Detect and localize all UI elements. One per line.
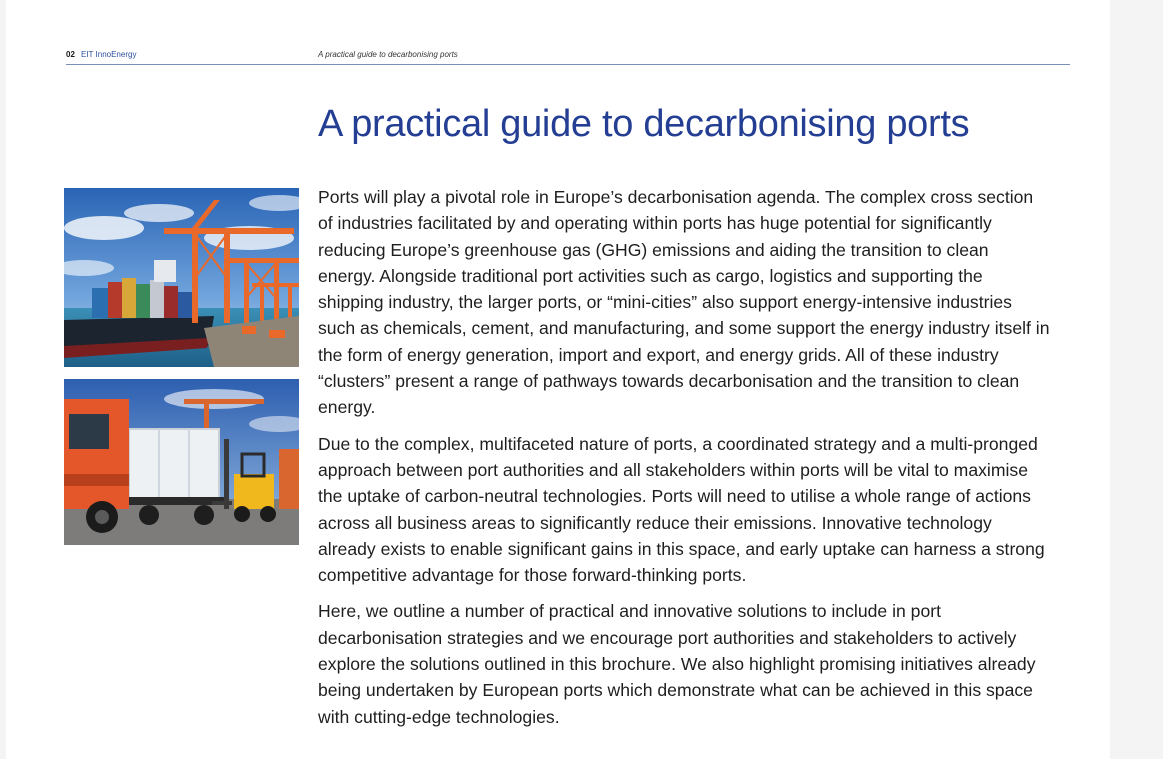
page-title: A practical guide to decarbonising ports: [318, 103, 970, 145]
article-body: [318, 184, 1050, 740]
paragraph: Due to the complex, multifaceted nature of ports, a coordinated strategy and a multi-pronged approach between port authorities and all stakeholders within ports will be vital to maximise the uptake of carbon-neutral technologies. Ports will need to utilise a whole range of actions across all business areas to significantly reduce their emissions. Innovative technology already exists to enable significant gains in this space, and early uptake can harness a strong competitive advantage for those forward-thinking ports.: [318, 433, 1045, 586]
paragraph: Ports will play a pivotal role in Europe’s decarbonisation agenda. The complex cross section of industries facilitated by and operating within ports has huge potential for significantly reducing Europe’s greenhouse gas (GHG) emissions and aiding the transition to clean energy. Alongside traditional port activities such as cargo, logistics and supporting the shipping industry, the larger ports, or “mini-cities” also support energy-intensive industries such as chemicals, cement, and manufacturing, and some support the energy industry itself in the form of energy generation, import and export, and energy grids. All of these industry “clusters” present a range of pathways towards decarbonisation and the transition to clean energy.: [318, 187, 1050, 418]
document-page: [6, 0, 1110, 759]
brand-name: EIT InnoEnergy: [81, 50, 137, 59]
container-port-photo: [64, 188, 299, 367]
paragraph: Here, we outline a number of practical and innovative solutions to include in port decarbonisation strategies and we encourage port authorities and stakeholders to actively explore the solutions outlined in this brochure. We also highlight promising initiatives already being undertaken by European ports which demonstrate what can be achieved in this space with cutting-edge technologies.: [318, 601, 1036, 727]
truck-forklift-photo: [64, 379, 299, 545]
running-title: A practical guide to decarbonising ports: [318, 50, 458, 59]
page-number: 02: [66, 50, 75, 59]
running-header: [66, 50, 1070, 65]
